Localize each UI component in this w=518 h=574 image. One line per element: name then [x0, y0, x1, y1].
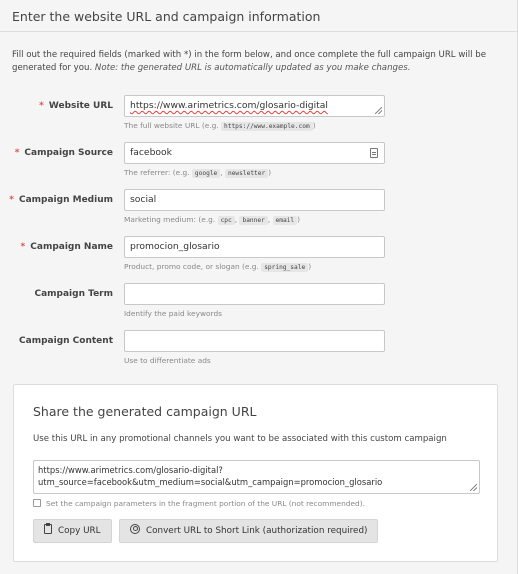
share-url-box [13, 384, 498, 562]
campaign-name-help: Product, promo code, or slogan (e.g. spring_sale ) [124, 262, 312, 271]
website-url-label: * Website URL [39, 101, 113, 111]
campaign-term-input[interactable] [124, 283, 385, 305]
website-url-input[interactable]: https://www.arimetrics.com/glosario-digital [124, 95, 385, 117]
generated-url-output[interactable]: https://www.arimetrics.com/glosario-digital? utm_source=facebook&utm_medium=social&utm_campaign=promocion_glosario [33, 460, 480, 494]
campaign-medium-label: * Campaign Medium [9, 195, 113, 205]
campaign-term-label: Campaign Term [34, 289, 113, 299]
convert-short-link-button[interactable]: Convert URL to Short Link (authorization required) [119, 519, 378, 543]
form-header [0, 0, 517, 32]
fragment-checkbox[interactable] [33, 499, 41, 507]
fragment-option[interactable] [33, 499, 365, 508]
campaign-name-input[interactable]: promocion_glosario [124, 236, 385, 258]
campaign-term-help: Identify the paid keywords [124, 309, 222, 318]
fragment-checkbox-label: Set the campaign parameters in the fragment portion of the URL (not recommended). [46, 499, 365, 508]
campaign-content-input[interactable] [124, 330, 385, 352]
resize-grip-icon[interactable] [470, 484, 477, 491]
campaign-medium-input[interactable]: social [124, 189, 385, 211]
campaign-content-help: Use to differentiate ads [124, 356, 211, 365]
campaign-source-input[interactable]: facebook [124, 142, 385, 164]
share-description: Use this URL in any promotional channels you want to be associated with this custom campaign [33, 434, 447, 444]
intro-text: Fill out the required fields (marked with *) in the form below, and once complete the full campaign URL will be generated for you. Note: the generated URL is automatically updated as you make changes. [12, 50, 486, 73]
link-icon [130, 524, 140, 534]
copy-url-button[interactable]: Copy URL [33, 519, 112, 543]
website-url-help: The full website URL (e.g. https://www.example.com ) [124, 121, 316, 130]
campaign-source-label: * Campaign Source [14, 148, 113, 158]
autofill-icon[interactable] [370, 148, 378, 158]
resize-grip-icon[interactable] [375, 107, 382, 114]
campaign-source-help: The referrer: (e.g. google , newsletter ) [124, 168, 272, 177]
campaign-name-label: * Campaign Name [20, 242, 113, 252]
form-title: Enter the website URL and campaign information [12, 9, 321, 24]
intro-note: Note: the generated URL is automatically updated as you make changes. [94, 63, 411, 73]
campaign-medium-help: Marketing medium: (e.g. cpc , banner , email ) [124, 215, 301, 224]
clipboard-icon [44, 524, 52, 534]
share-title: Share the generated campaign URL [33, 404, 257, 419]
campaign-content-label: Campaign Content [19, 336, 113, 346]
